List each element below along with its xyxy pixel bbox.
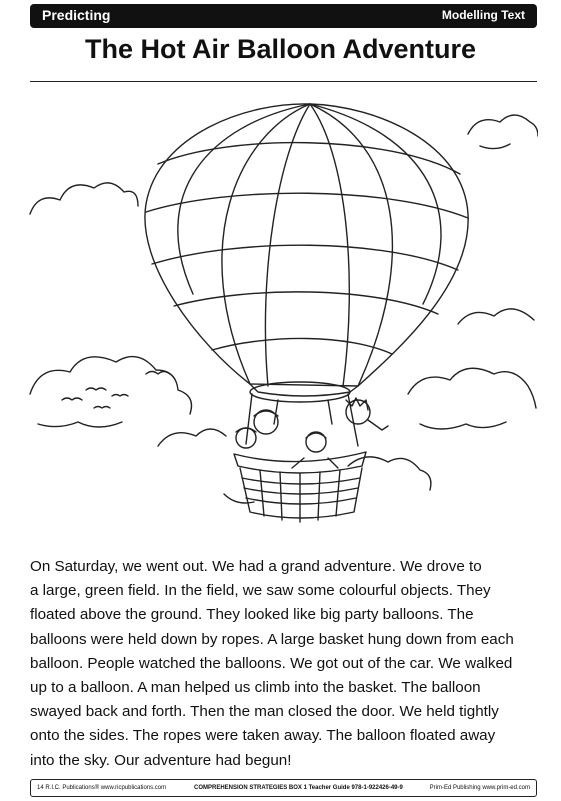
bird-icon	[62, 398, 82, 400]
basket-body	[240, 468, 362, 518]
cloud-bottom-left	[158, 429, 226, 446]
bird-icon	[94, 407, 110, 409]
story-line: swayed back and forth. Then the man closed the door. We held tightly	[30, 703, 499, 721]
cloud-right-low	[408, 368, 536, 408]
section-label: Predicting	[42, 7, 111, 23]
story-line: floated above the ground. They looked like big party balloons. The	[30, 606, 474, 624]
person-child-left-head	[236, 428, 256, 448]
bird-icon	[112, 395, 128, 397]
bird-icon	[86, 388, 106, 390]
header-bar	[30, 4, 537, 28]
story-line: balloon. People watched the balloons. We got out of the car. We walked	[30, 654, 513, 672]
story-line: balloons were held down by ropes. A large basket hung down from each	[30, 630, 514, 648]
story-line: up to a balloon. A man helped us climb into the basket. The balloon	[30, 679, 481, 697]
cloud-right-top	[468, 115, 538, 136]
story-line: On Saturday, we went out. We had a grand adventure. We drove to	[30, 558, 482, 575]
basket-rim	[234, 452, 366, 473]
cloud-right-mid	[458, 309, 534, 324]
title-divider	[30, 81, 537, 82]
page-title: The Hot Air Balloon Adventure	[84, 34, 476, 64]
story-line: a large, green field. In the field, we saw some colourful objects. They	[30, 582, 491, 600]
cloud-left-top	[30, 183, 138, 214]
story-line: onto the sides. The ropes were taken away. The balloon floated away	[30, 727, 496, 745]
hot-air-balloon-illustration	[28, 94, 538, 530]
footer-distributor: Prim-Ed Publishing www.prim-ed.com	[429, 785, 530, 791]
bird-icon	[146, 372, 170, 375]
cloud-left-low	[30, 357, 192, 414]
footer-publisher: 14 R.I.C. Publications® www.ricpublications.com	[37, 785, 167, 791]
footer-book-info: COMPREHENSION STRATEGIES BOX 1 Teacher Guide 978-1-922426-49-9	[194, 785, 403, 791]
page-footer	[30, 779, 537, 797]
header-label: Modelling Text	[441, 8, 525, 22]
story-line: into the sky. Our adventure had begun!	[30, 751, 292, 769]
story-text	[30, 555, 540, 773]
